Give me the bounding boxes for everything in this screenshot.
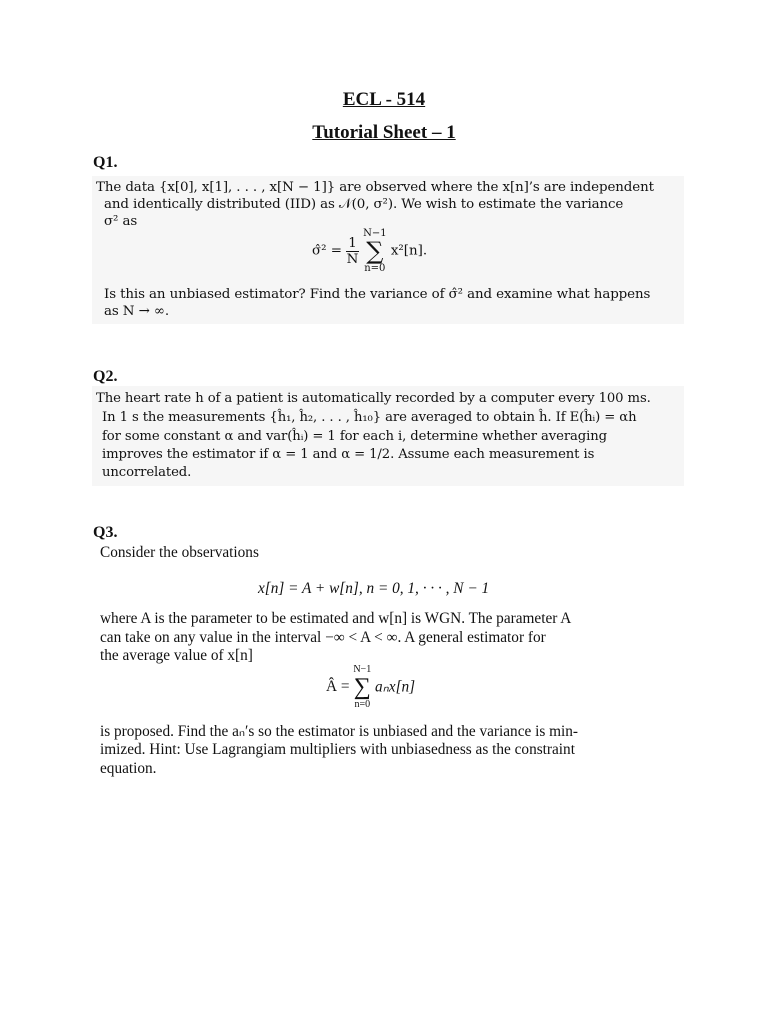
q3-line: Consider the observations — [100, 544, 259, 561]
q3-equation-2 — [326, 664, 415, 710]
q2-line: The heart rate h of a patient is automatically recorded by a computer every 100 ms. — [96, 391, 651, 406]
q1-line: and identically distributed (IID) as 𝒩(0, σ²). We wish to estimate the variance — [104, 197, 624, 212]
q1-label: Q1. — [93, 154, 118, 171]
q3-label: Q3. — [93, 524, 118, 541]
q1-eq-sum-upper: N−1 — [363, 228, 387, 239]
q1-line: The data {x[0], x[1], . . . , x[N − 1]} are observed where the x[n]’s are independent — [96, 180, 654, 195]
q1-eq-fraction — [346, 236, 359, 267]
q1-eq-sum — [363, 228, 387, 274]
q2-label: Q2. — [93, 368, 118, 385]
course-code: ECL - 514 — [342, 89, 426, 110]
q1-line: Is this an unbiased estimator? Find the variance of σ̂² and examine what happens — [104, 287, 651, 302]
q3-eq2-sum-lower: n=0 — [354, 699, 371, 710]
q2-line: In 1 s the measurements {ĥ₁, ĥ₂, . . . , ĥ₁₀} are averaged to obtain ĥ. If E(ĥᵢ) = αh — [102, 410, 637, 425]
q1-eq-body: x²[n]. — [390, 243, 428, 259]
q3-eq2-lhs: Â = — [326, 678, 350, 695]
q3-line: imized. Hint: Use Lagrangiam multipliers with unbiasedness as the constraint — [100, 741, 575, 758]
q1-line: as N → ∞. — [104, 304, 170, 319]
q1-eq-denominator: N — [346, 251, 359, 267]
q1-equation — [312, 228, 427, 274]
q1-eq-numerator: 1 — [348, 235, 357, 251]
q3-eq2-body: aₙx[n] — [375, 678, 416, 696]
sigma-symbol: ∑ — [353, 674, 371, 700]
q3-line: equation. — [100, 760, 157, 777]
sigma-symbol: ∑ — [366, 237, 384, 265]
q3-line: the average value of x[n] — [100, 647, 253, 664]
q3-line: can take on any value in the interval −∞ < A < ∞. A general estimator for — [100, 629, 546, 646]
q2-line: improves the estimator if α = 1 and α = 1/2. Assume each measurement is — [102, 447, 595, 462]
q2-line: uncorrelated. — [102, 465, 192, 480]
q2-line: for some constant α and var(ĥᵢ) = 1 for each i, determine whether averaging — [102, 429, 607, 444]
sheet-title: Tutorial Sheet – 1 — [312, 122, 456, 143]
q3-equation-1: x[n] = A + w[n], n = 0, 1, · · · , N − 1 — [258, 580, 490, 597]
q3-line: where A is the parameter to be estimated and w[n] is WGN. The parameter A — [100, 610, 572, 627]
q1-eq-lhs: σ̂² = — [312, 243, 342, 259]
q3-eq2-sum-upper: N−1 — [353, 664, 372, 675]
q1-line: σ² as — [104, 214, 138, 229]
q3-line: is proposed. Find the aₙ′s so the estimator is unbiased and the variance is min- — [100, 723, 579, 740]
q3-eq2-sum — [353, 664, 371, 710]
q1-eq-sum-lower: n=0 — [364, 263, 386, 274]
